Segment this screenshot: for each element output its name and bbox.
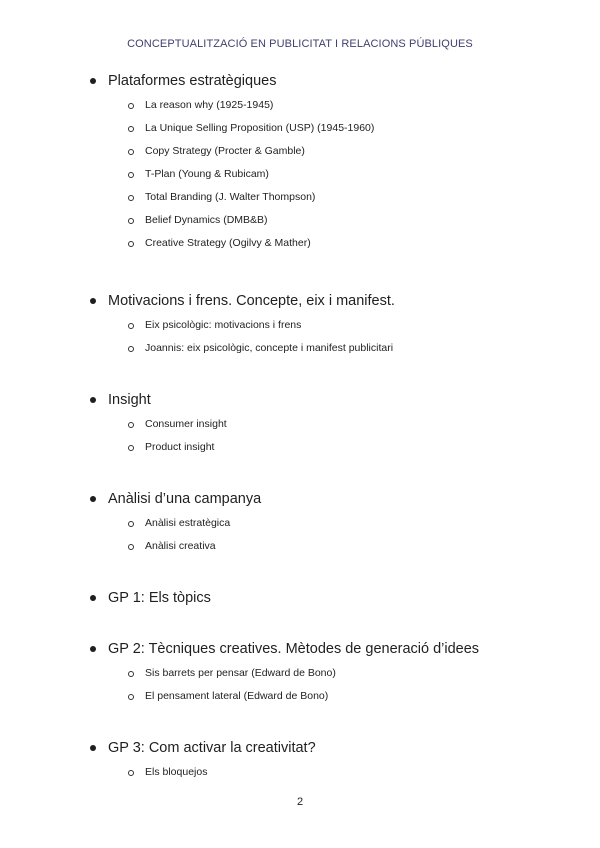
sub-item-text: Consumer insight <box>145 418 227 430</box>
sub-list <box>90 314 600 360</box>
sub-item-text: Eix psicològic: motivacions i frens <box>145 319 302 331</box>
sub-item-text: Product insight <box>145 441 215 453</box>
section-gp3 <box>90 735 600 784</box>
circle-bullet-icon <box>128 195 134 201</box>
page-number: 2 <box>296 796 304 808</box>
sub-list-item <box>90 186 600 209</box>
sub-item-text: Copy Strategy (Procter & Gamble) <box>145 145 305 157</box>
sub-list-item <box>90 761 600 784</box>
sub-list <box>90 662 600 708</box>
bullet-icon <box>90 745 96 751</box>
page-header: CONCEPTUALITZACIÓ EN PUBLICITAT I RELACIONS PÚBLIQUES <box>127 38 473 50</box>
sub-item-text: T-Plan (Young & Rubicam) <box>145 168 269 180</box>
section-gp2 <box>90 636 600 708</box>
bullet-icon <box>90 78 96 84</box>
sub-list-item <box>90 140 600 163</box>
bullet-icon <box>90 496 96 502</box>
sub-item-text: Els bloquejos <box>145 766 208 778</box>
sub-list <box>90 512 600 558</box>
outline <box>0 68 600 784</box>
circle-bullet-icon <box>128 149 134 155</box>
sub-list-item <box>90 94 600 117</box>
sub-list-item <box>90 413 600 436</box>
circle-bullet-icon <box>128 694 134 700</box>
sub-list-item <box>90 117 600 140</box>
section-title: GP 2: Tècniques creatives. Mètodes de generació d’idees <box>108 641 480 657</box>
circle-bullet-icon <box>128 770 134 776</box>
circle-bullet-icon <box>128 218 134 224</box>
main-bullet-item <box>90 585 600 611</box>
sub-list-item <box>90 232 600 255</box>
main-bullet-item <box>90 636 600 662</box>
sub-list-item <box>90 535 600 558</box>
section-title: Anàlisi d’una campanya <box>108 491 262 507</box>
circle-bullet-icon <box>128 346 134 352</box>
sub-list-item <box>90 163 600 186</box>
main-bullet-item <box>90 387 600 413</box>
sub-list-item <box>90 436 600 459</box>
section-motivacions <box>90 288 600 360</box>
section-title: GP 3: Com activar la creativitat? <box>108 740 316 756</box>
sub-list-item <box>90 314 600 337</box>
sub-list-item <box>90 337 600 360</box>
section-insight <box>90 387 600 459</box>
sub-item-text: Sis barrets per pensar (Edward de Bono) <box>145 667 336 679</box>
sub-list-item <box>90 512 600 535</box>
circle-bullet-icon <box>128 126 134 132</box>
sub-list-item <box>90 209 600 232</box>
circle-bullet-icon <box>128 323 134 329</box>
sub-item-text: Total Branding (J. Walter Thompson) <box>145 191 316 203</box>
bullet-icon <box>90 646 96 652</box>
circle-bullet-icon <box>128 521 134 527</box>
sub-list <box>90 413 600 459</box>
section-title: Insight <box>108 392 151 408</box>
sub-item-text: Anàlisi estratègica <box>145 517 231 529</box>
circle-bullet-icon <box>128 544 134 550</box>
sub-item-text: La Unique Selling Proposition (USP) (1945-1960) <box>145 122 375 134</box>
section-plataformes <box>90 68 600 255</box>
main-bullet-item <box>90 68 600 94</box>
sub-list-item <box>90 662 600 685</box>
sub-item-text: Joannis: eix psicològic, concepte i manifest publicitari <box>145 342 394 354</box>
sub-item-text: Creative Strategy (Ogilvy & Mather) <box>145 237 311 249</box>
main-bullet-item <box>90 735 600 761</box>
circle-bullet-icon <box>128 422 134 428</box>
circle-bullet-icon <box>128 445 134 451</box>
circle-bullet-icon <box>128 172 134 178</box>
sub-list <box>90 94 600 255</box>
sub-item-text: Anàlisi creativa <box>145 540 216 552</box>
bullet-icon <box>90 298 96 304</box>
bullet-icon <box>90 595 96 601</box>
circle-bullet-icon <box>128 671 134 677</box>
section-title: Motivacions i frens. Concepte, eix i manifest. <box>108 293 395 309</box>
sub-item-text: La reason why (1925-1945) <box>145 99 274 111</box>
section-analisi <box>90 486 600 558</box>
circle-bullet-icon <box>128 241 134 247</box>
section-gp1 <box>90 585 600 611</box>
sub-item-text: Belief Dynamics (DMB&B) <box>145 214 268 226</box>
section-title: Plataformes estratègiques <box>108 73 277 89</box>
sub-list-item <box>90 685 600 708</box>
main-bullet-item <box>90 288 600 314</box>
section-title: GP 1: Els tòpics <box>108 590 211 606</box>
bullet-icon <box>90 397 96 403</box>
main-bullet-item <box>90 486 600 512</box>
sub-item-text: El pensament lateral (Edward de Bono) <box>145 690 329 702</box>
circle-bullet-icon <box>128 103 134 109</box>
sub-list <box>90 761 600 784</box>
